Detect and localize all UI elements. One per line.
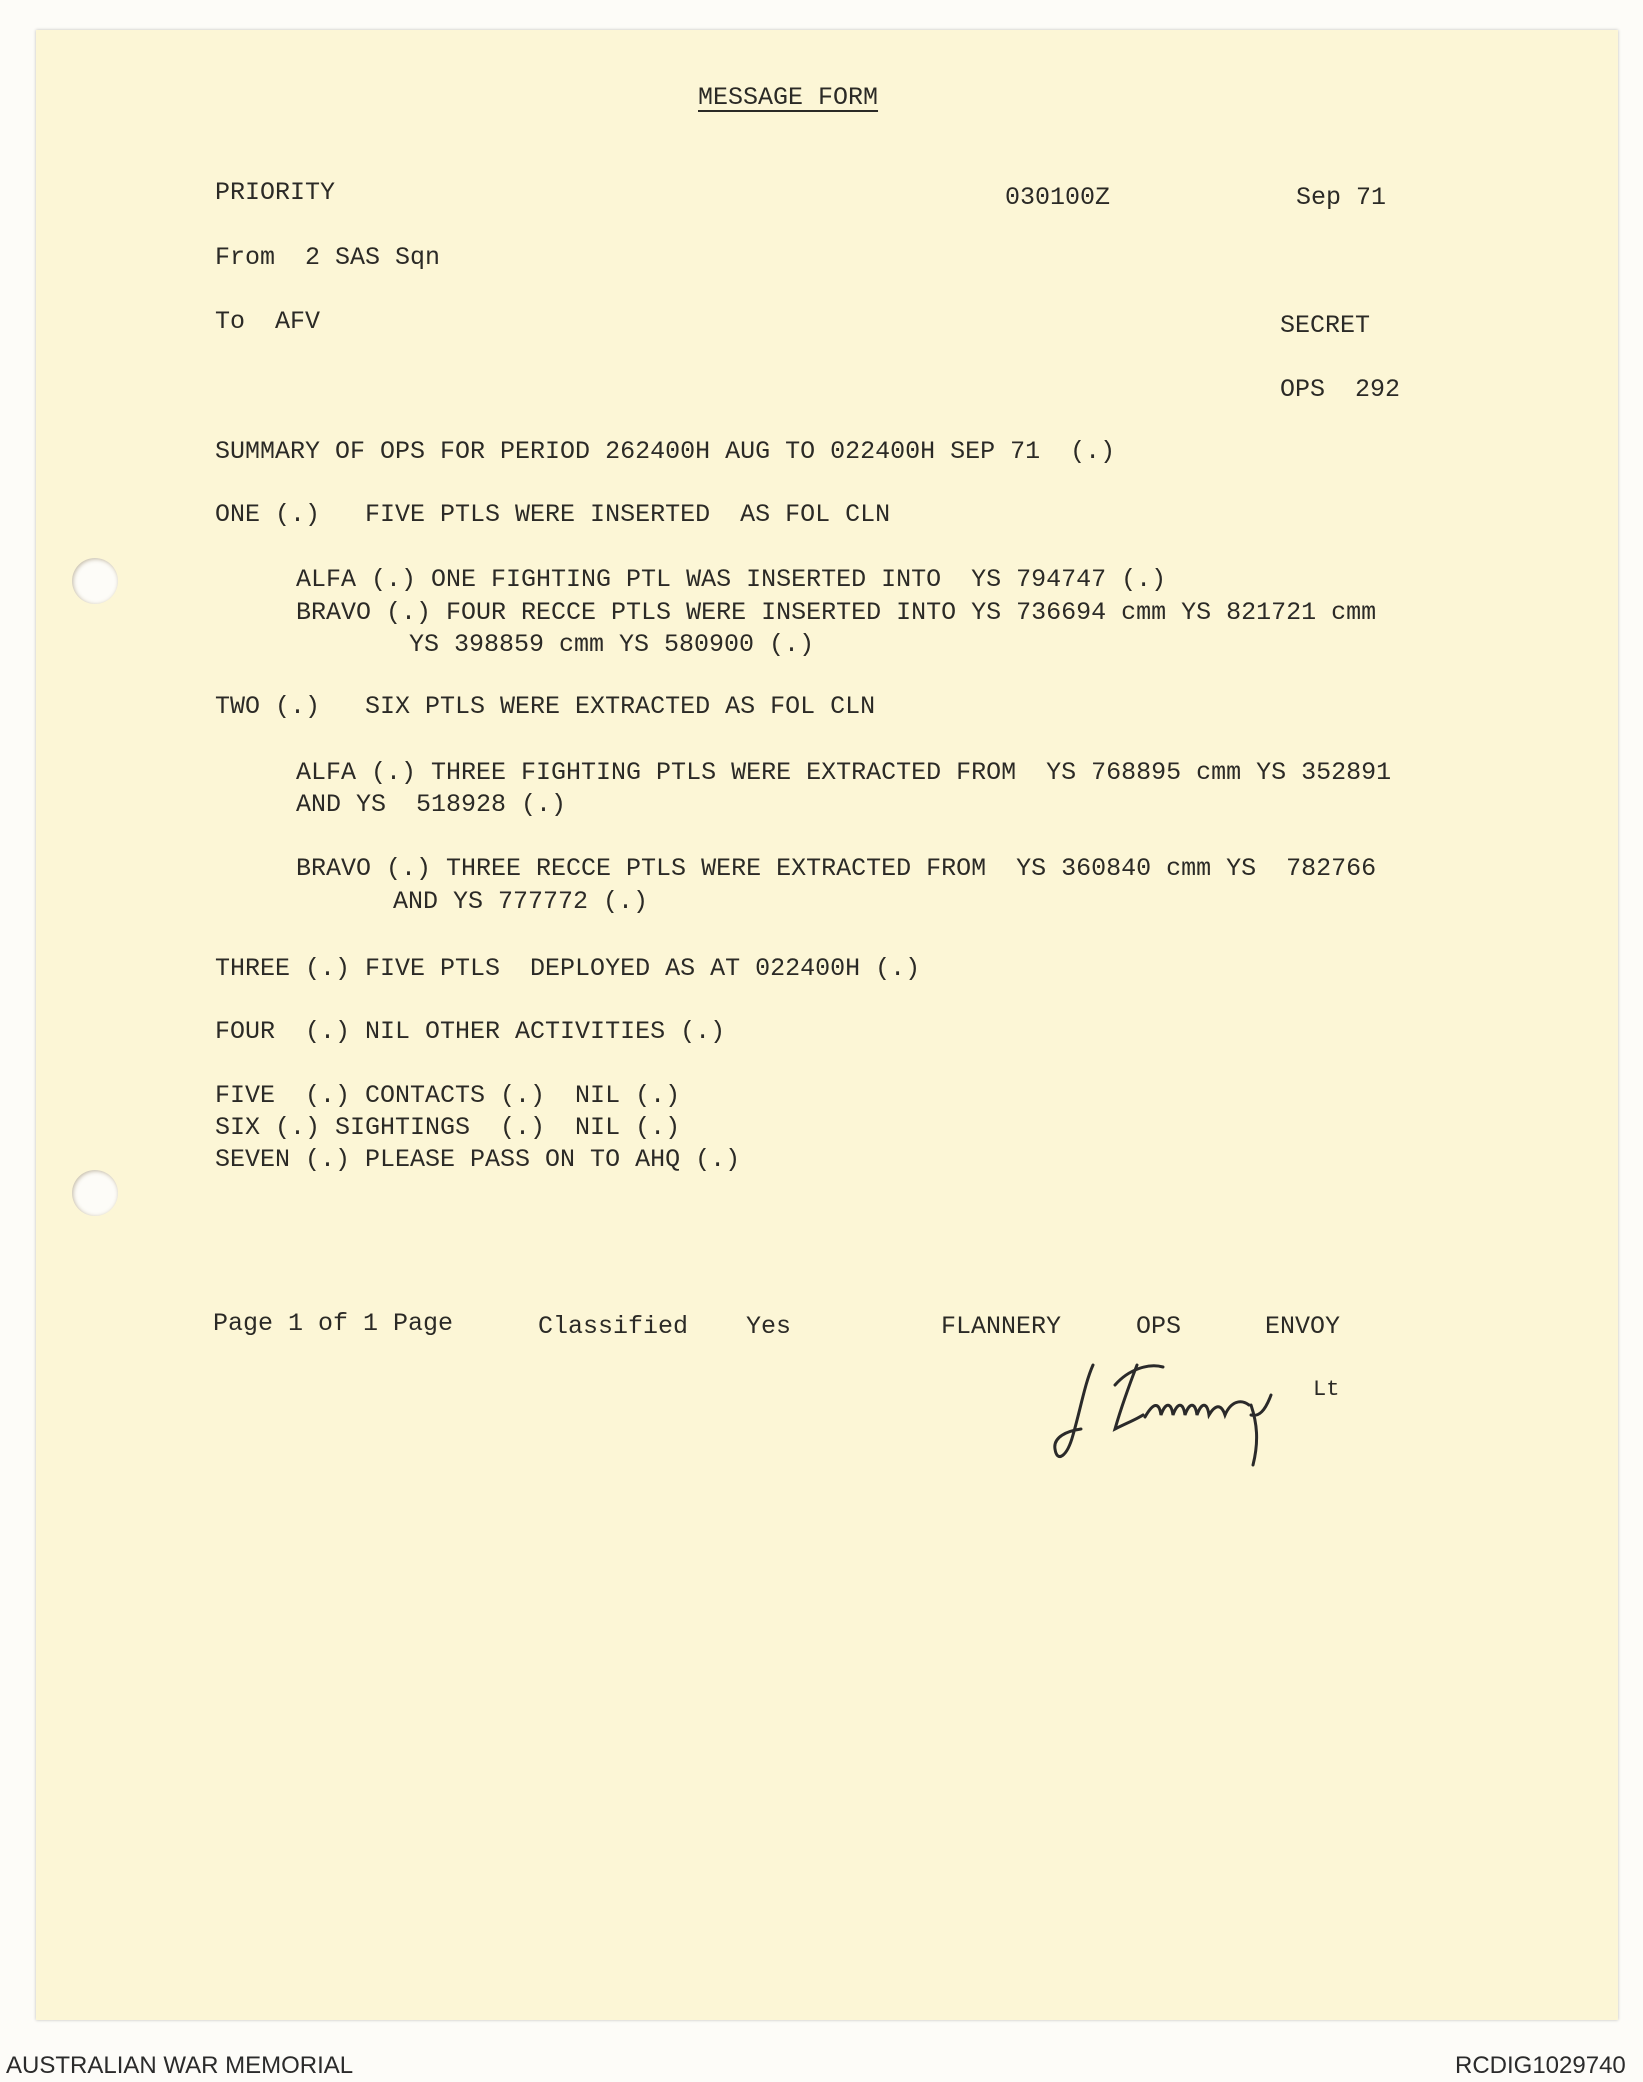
credit-right: RCDIG1029740 <box>1455 2052 1626 2079</box>
para-three: THREE (.) FIVE PTLS DEPLOYED AS AT 022400H (.) <box>215 954 921 983</box>
punch-hole-top <box>72 558 118 604</box>
classification-secret: SECRET <box>1280 311 1371 340</box>
para-one-alfa: ALFA (.) ONE FIGHTING PTL WAS INSERTED INTO YS 794747 (.) <box>296 565 1167 594</box>
month-year: Sep 71 <box>1296 183 1387 212</box>
signature-image <box>1045 1345 1365 1475</box>
envoy-label: ENVOY <box>1265 1312 1341 1341</box>
para-two-alfa-line2: AND YS 518928 (.) <box>296 790 567 819</box>
priority-label: PRIORITY <box>215 178 336 207</box>
credit-left: AUSTRALIAN WAR MEMORIAL <box>6 2052 354 2079</box>
classified-label: Classified <box>538 1312 689 1341</box>
to-line: To AFV <box>215 307 321 336</box>
page-count: Page 1 of 1 Page <box>213 1309 454 1338</box>
signatory-name: FLANNERY <box>941 1312 1062 1341</box>
para-four: FOUR (.) NIL OTHER ACTIVITIES (.) <box>215 1017 726 1046</box>
punch-hole-bottom <box>72 1170 118 1216</box>
para-six: SIX (.) SIGHTINGS (.) NIL (.) <box>215 1113 681 1142</box>
from-line: From 2 SAS Sqn <box>215 243 441 272</box>
para-two-bravo-line2: AND YS 777772 (.) <box>393 887 649 916</box>
ops-label: OPS <box>1136 1312 1182 1341</box>
para-one-bravo-line2: YS 398859 cmm YS 580900 (.) <box>409 630 815 659</box>
ops-reference: OPS 292 <box>1280 375 1401 404</box>
summary-line: SUMMARY OF OPS FOR PERIOD 262400H AUG TO 022400H SEP 71 (.) <box>215 437 1116 466</box>
classified-value: Yes <box>746 1312 792 1341</box>
para-two: TWO (.) SIX PTLS WERE EXTRACTED AS FOL CLN <box>215 692 876 721</box>
form-title: MESSAGE FORM <box>698 83 879 112</box>
para-two-alfa-line1: ALFA (.) THREE FIGHTING PTLS WERE EXTRACTED FROM YS 768895 cmm YS 352891 <box>296 758 1392 787</box>
para-five: FIVE (.) CONTACTS (.) NIL (.) <box>215 1081 681 1110</box>
para-one-bravo-line1: BRAVO (.) FOUR RECCE PTLS WERE INSERTED INTO YS 736694 cmm YS 821721 cmm <box>296 598 1377 627</box>
para-seven: SEVEN (.) PLEASE PASS ON TO AHQ (.) <box>215 1145 741 1174</box>
date-time-group: 030100Z <box>1005 183 1111 212</box>
para-one: ONE (.) FIVE PTLS WERE INSERTED AS FOL CLN <box>215 500 891 529</box>
rank-label: Lt <box>1313 1377 1340 1402</box>
para-two-bravo-line1: BRAVO (.) THREE RECCE PTLS WERE EXTRACTED FROM YS 360840 cmm YS 782766 <box>296 854 1377 883</box>
